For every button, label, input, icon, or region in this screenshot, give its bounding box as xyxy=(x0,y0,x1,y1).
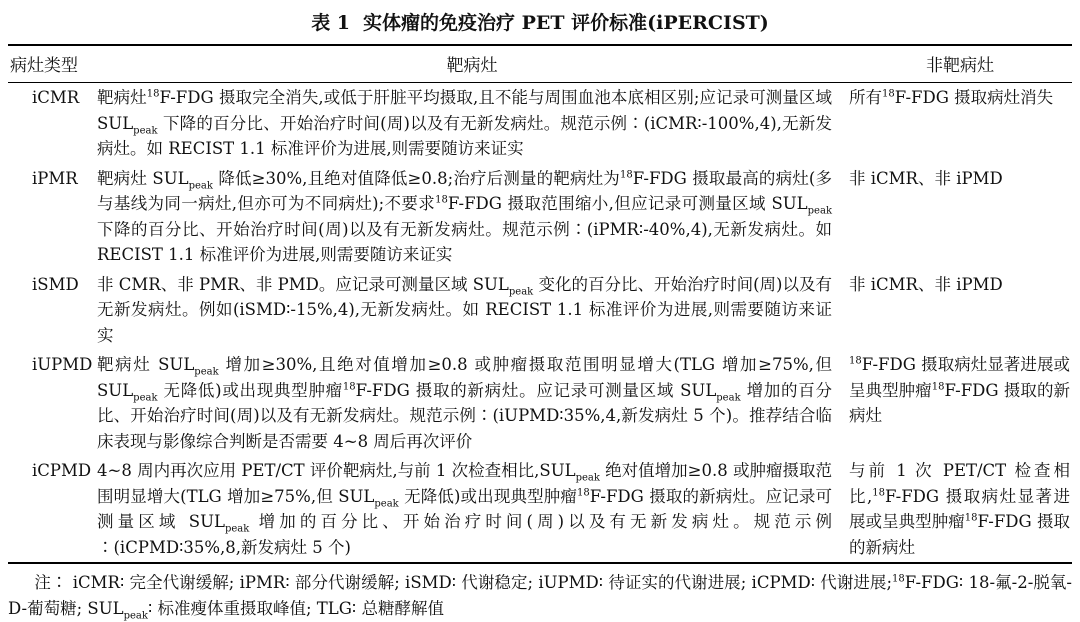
table-number: 表 1 xyxy=(311,12,351,34)
nontarget-lesion-cell: 非 iCMR、非 iPMD xyxy=(849,168,1003,188)
table-title-text: 实体瘤的免疫治疗 PET 评价标准(iPERCIST) xyxy=(363,12,769,34)
table-header-row xyxy=(8,45,1072,83)
table-title xyxy=(0,0,1080,35)
target-lesion-cell: 靶病灶 $SUL_{peak}$ 增加≥30%,且绝对值增加≥0.8 或肿瘤摄取范围明显增大(TLG 增加≥75%,但 $SUL_{peak}$ 无降低)或出现典型肿瘤$^{18}$F-FDG 摄取的新病灶。应记录可测量区域 $SUL_{peak}$ 增加的百分比、开始治疗时间(周)以及有无新发病灶。规范示例∶(iUPMD∶35%,4,新发病灶 5 个)。推荐结合临床表现与影像综合判断是否需要 4~8 周后再次评价 xyxy=(97,355,832,451)
nontarget-lesion-cell: 与前 1 次 PET/CT 检查相比,$^{18}$F-FDG 摄取病灶显著进展或呈典型肿瘤$^{18}$F-FDG 摄取的新病灶 xyxy=(848,456,1072,563)
nontarget-lesion-cell: 所有$^{18}$F-FDG 摄取病灶消失 xyxy=(849,88,1054,107)
lesion-type-cell: iCPMD xyxy=(8,456,96,563)
table-row xyxy=(8,270,1072,351)
table-row xyxy=(8,456,1072,563)
table-note: 注∶ iCMR∶ 完全代谢缓解; iPMR∶ 部分代谢缓解; iSMD∶ 代谢稳定; iUPMD∶ 待证实的代谢进展; iCPMD∶ 代谢进展;$^{18}$F-FDG∶ 18-氟-2-脱氧-D-葡萄糖; $SUL_{peak}∶$ 标准瘦体重摄取峰值; TLG∶ 总糖酵解值 xyxy=(8,573,1072,622)
nontarget-lesion-cell: $^{18}$F-FDG 摄取病灶显著进展或呈典型肿瘤$^{18}$F-FDG 摄取的新病灶 xyxy=(849,355,1071,425)
lesion-type-cell: iCMR xyxy=(32,88,80,107)
header-nontarget-lesion: 非靶病灶 xyxy=(848,45,1072,83)
target-lesion-cell: 靶病灶$^{18}$F-FDG 摄取完全消失,或低于肝脏平均摄取,且不能与周围血池本底相区别;应记录可测量区域 $SUL_{peak}$ 下降的百分比、开始治疗时间(周)以及有无新发病灶。规范示例∶(iCMR∶-100%,4),无新发病灶。如 RECIST 1.1 标准评价为进展,则需要随访来证实 xyxy=(97,88,833,158)
target-lesion-cell: 靶病灶 $SUL_{peak}$ 降低≥30%,且绝对值降低≥0.8;治疗后测量的靶病灶为$^{18}$F-FDG 摄取最高的病灶(多与基线为同一病灶,但亦可为不同病灶);不要求$^{18}$F-FDG 摄取范围缩小,但应记录可测量区域 $SUL_{peak}$ 下降的百分比、开始治疗时间(周)以及有无新发病灶。规范示例∶(iPMR∶-40%,4),无新发病灶。如 RECIST 1.1 标准评价为进展,则需要随访来证实 xyxy=(97,168,832,264)
lesion-type-cell: iPMR xyxy=(32,168,78,188)
header-target-lesion: 靶病灶 xyxy=(96,45,848,83)
target-lesion-cell: 非 CMR、非 PMR、非 PMD。应记录可测量区域 $SUL_{peak}$ 变化的百分比、开始治疗时间(周)以及有无新发病灶。例如(iSMD∶-15%,4),无新发病灶。如 RECIST 1.1 标准评价为进展,则需要随访来证实 xyxy=(97,274,832,345)
header-lesion-type: 病灶类型 xyxy=(8,45,96,83)
table-row xyxy=(8,350,1072,456)
lesion-type-cell: iSMD xyxy=(32,274,79,294)
lesion-type-cell: iUPMD xyxy=(32,355,93,374)
nontarget-lesion-cell: 非 iCMR、非 iPMD xyxy=(849,274,1003,294)
table-row xyxy=(8,164,1072,270)
ipercist-criteria-table xyxy=(8,44,1072,564)
target-lesion-cell: 4~8 周内再次应用 PET/CT 评价靶病灶,与前 1 次检查相比$,SUL_{peak}$ 绝对值增加≥0.8 或肿瘤摄取范围明显增大(TLG 增加≥75%,但 $SUL_{peak}$ 无降低)或出现典型肿瘤$^{18}$F-FDG 摄取的新病灶。应记录可测量区域 $SUL_{peak}$ 增加的百分比、开始治疗时间(周)以及有无新发病灶。规范示例∶(iCPMD∶35%,8,新发病灶 5 个) xyxy=(96,456,848,563)
table-row xyxy=(8,83,1072,164)
